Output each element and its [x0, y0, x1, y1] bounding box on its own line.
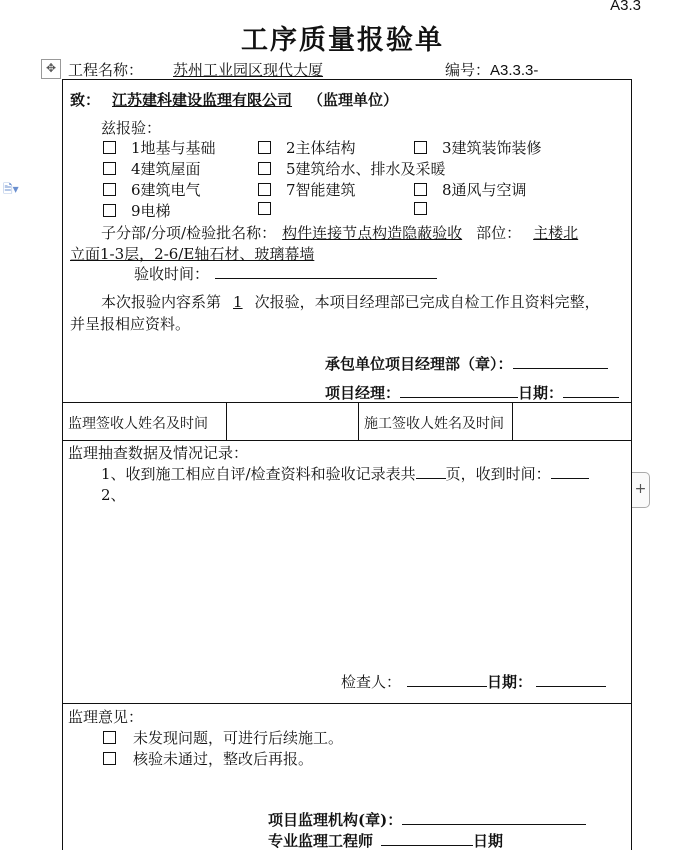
add-row-plus-icon[interactable]: +	[632, 472, 650, 508]
addressee-row	[70, 89, 398, 110]
item-label: 子分部/分项/检验批名称：	[101, 224, 277, 242]
supervisor-company: 江苏建科建设监理有限公司	[112, 91, 293, 109]
manager-row: 项目经理： 日期：	[325, 382, 619, 403]
project-label: 工程名称：	[68, 61, 144, 79]
contractor-stamp-row: 承包单位项目经理部（章）：	[325, 353, 608, 374]
opinion-heading: 监理意见：	[68, 708, 144, 726]
location-row	[70, 243, 326, 264]
row-divider	[62, 703, 631, 704]
checkbox[interactable]	[414, 141, 427, 154]
time-value[interactable]	[215, 264, 437, 279]
org-stamp-field[interactable]	[402, 810, 586, 825]
checkbox[interactable]	[414, 202, 427, 215]
inspection-line2: 2、	[101, 486, 126, 504]
org-stamp-row: 项目监理机构(章)：	[268, 809, 586, 830]
checkbox[interactable]	[258, 183, 271, 196]
category-item: 6建筑电气	[103, 179, 201, 200]
contractor-sign-label: 施工签收人姓名及时间	[364, 416, 504, 432]
time-label: 验收时间：	[134, 265, 210, 283]
supervisor-sign-label: 监理签收人姓名及时间	[68, 416, 208, 432]
statement-row: 本次报验内容系第 1 次报验，本项目经理部已完成自检工作且资料完整，	[101, 293, 600, 311]
cell-divider	[512, 402, 513, 440]
manager-date-field[interactable]	[563, 383, 619, 398]
cell-divider	[226, 402, 227, 440]
checkbox[interactable]	[103, 162, 116, 175]
item-name: 构件连接节点构造隐蔽验收	[282, 224, 463, 242]
doc-number-row	[445, 59, 538, 80]
checkbox[interactable]	[258, 141, 271, 154]
checkbox[interactable]	[103, 141, 116, 154]
location-line1: 主楼北	[533, 224, 579, 242]
form-code: A3.3	[610, 0, 641, 14]
inspection-heading: 监理抽查数据及情况记录：	[68, 444, 249, 462]
statement-line2: 并呈报相应资料。	[70, 315, 191, 333]
category-item: 4建筑屋面	[103, 158, 201, 179]
report-count: 1	[233, 293, 243, 311]
pages-field[interactable]	[416, 464, 446, 479]
category-item	[258, 200, 286, 218]
opinion-option: 核验未通过，整改后再报。	[103, 748, 313, 769]
manager-field[interactable]	[400, 383, 518, 398]
category-item: 9电梯	[103, 200, 171, 221]
category-item: 2主体结构	[258, 137, 356, 158]
checkbox[interactable]	[414, 183, 427, 196]
checkbox[interactable]	[103, 183, 116, 196]
contractor-stamp-field[interactable]	[513, 354, 608, 369]
table-move-handle-icon[interactable]: ✥	[41, 59, 61, 79]
category-item: 1地基与基础	[103, 137, 216, 158]
engineer-field[interactable]	[381, 831, 473, 846]
engineer-row: 专业监理工程师 日期	[268, 832, 504, 850]
checkbox[interactable]	[103, 731, 116, 744]
location-line2: 立面1-3层，2-6/E轴石材、玻璃幕墙	[70, 245, 315, 263]
number-value: A3.3.3-	[490, 62, 539, 79]
checkbox[interactable]	[258, 162, 271, 175]
document-options-icon[interactable]: 🗎▾	[3, 182, 19, 196]
inspector-field[interactable]	[407, 672, 487, 687]
project-name: 苏州工业园区现代大厦	[173, 61, 324, 79]
location-label: 部位：	[476, 224, 522, 242]
to-label: 致：	[70, 91, 101, 109]
page-title: 工序质量报验单	[241, 25, 444, 56]
item-name-row	[101, 222, 578, 243]
category-item: 5建筑给水、排水及采暖	[258, 158, 446, 179]
project-name-row	[68, 59, 351, 80]
checkbox[interactable]	[103, 204, 116, 217]
checkbox[interactable]	[258, 202, 271, 215]
category-item: 3建筑装饰装修	[414, 137, 542, 158]
row-divider	[62, 440, 631, 441]
received-time-field[interactable]	[551, 464, 589, 479]
category-item: 8通风与空调	[414, 179, 527, 200]
to-suffix: （监理单位）	[308, 91, 399, 109]
inspector-row: 检查人： 日期：	[341, 671, 606, 692]
inspection-time-row	[134, 263, 437, 284]
inspection-line1: 1、收到施工相应自评/检查资料和验收记录表共 页，收到时间：	[101, 463, 589, 484]
category-item	[414, 200, 442, 218]
checkbox[interactable]	[103, 752, 116, 765]
opinion-option: 未发现问题，可进行后续施工。	[103, 727, 343, 748]
inspection-date-field[interactable]	[536, 672, 606, 687]
report-intro: 兹报验：	[101, 119, 162, 137]
number-label: 编号：	[445, 61, 491, 79]
category-item: 7智能建筑	[258, 179, 356, 200]
cell-divider	[358, 402, 359, 440]
